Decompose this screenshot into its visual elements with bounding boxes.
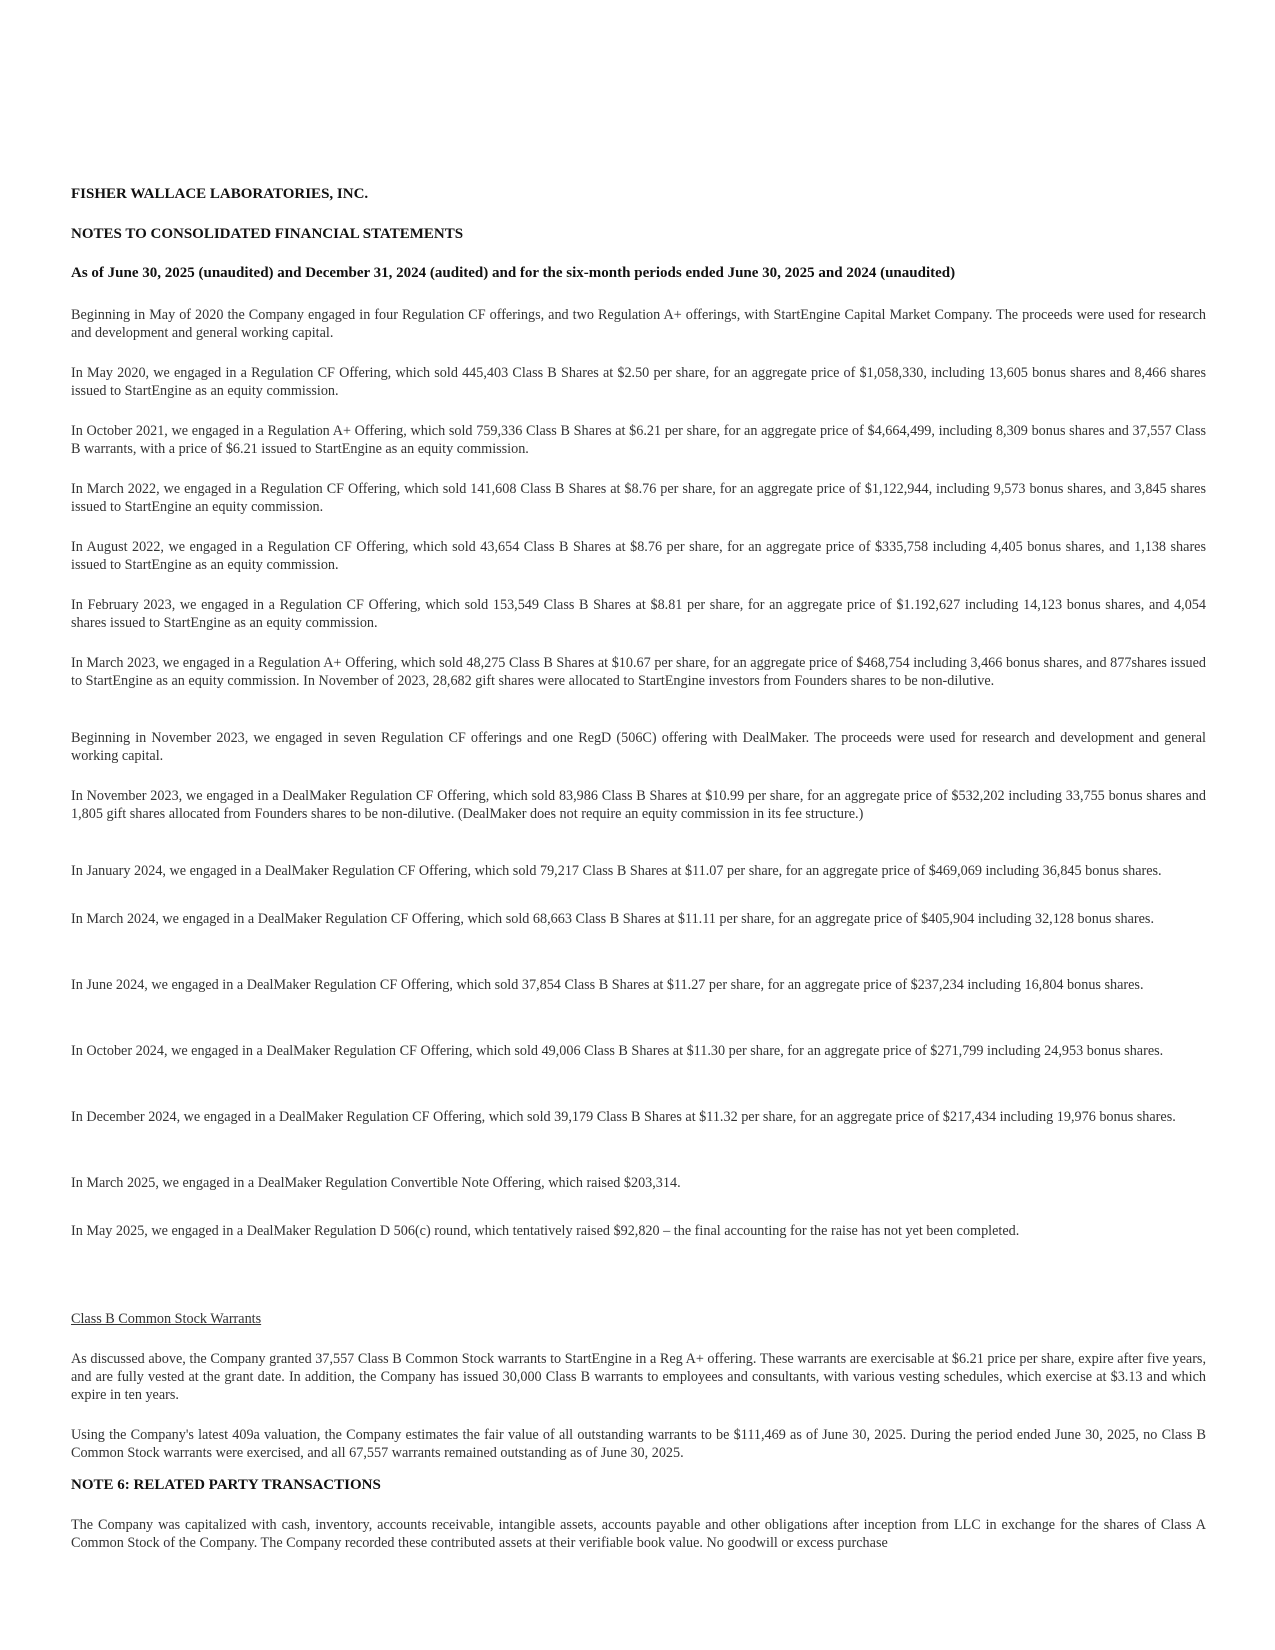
- offering-paragraph: In December 2024, we engaged in a DealMaker Regulation CF Offering, which sold 39,179 Class B Shares at $11.32 per share, for an aggregate price of $217,434 including 19,976 bonus shares.: [71, 1109, 1176, 1125]
- note6-paragraph: The Company was capitalized with cash, inventory, accounts receivable, intangible assets, accounts payable and other obligations after inception from LLC in exchange for the shares of Class A Common Stock of the Company. The Company recorded these contributed assets at their verifiable book value. No goodwill or excess purchase: [71, 1517, 1206, 1551]
- warrants-paragraph: As discussed above, the Company granted 37,557 Class B Common Stock warrants to StartEngine in a Reg A+ offering. These warrants are exercisable at $6.21 price per share, expire after five years, and are fully vested at the grant date. In addition, the Company has issued 30,000 Class B warrants to employees and consultants, with various vesting schedules, which exercise at $3.13 and which expire in ten years.: [71, 1351, 1206, 1403]
- offering-paragraph: In May 2020, we engaged in a Regulation CF Offering, which sold 445,403 Class B Shares at $2.50 per share, for an aggregate price of $1,058,330, including 13,605 bonus shares and 8,466 shares issued to StartEngine as an equity commission.: [71, 365, 1206, 399]
- offering-paragraph: In March 2023, we engaged in a Regulation A+ Offering, which sold 48,275 Class B Shares at $10.67 per share, for an aggregate price of $468,754 including 3,466 bonus shares, and 877shares issued to StartEngine as an equity commission. In November of 2023, 28,682 gift shares were allocated to StartEngine investors from Founders shares to be non-dilutive.: [71, 655, 1206, 689]
- period-heading: As of June 30, 2025 (unaudited) and December 31, 2024 (audited) and for the six-month periods ended June 30, 2025 and 2024 (unaudited): [71, 265, 956, 281]
- offering-paragraph: In June 2024, we engaged in a DealMaker Regulation CF Offering, which sold 37,854 Class B Shares at $11.27 per share, for an aggregate price of $237,234 including 16,804 bonus shares.: [71, 977, 1144, 993]
- offering-paragraph: In March 2024, we engaged in a DealMaker Regulation CF Offering, which sold 68,663 Class B Shares at $11.11 per share, for an aggregate price of $405,904 including 32,128 bonus shares.: [71, 911, 1154, 927]
- offering-paragraph: In March 2025, we engaged in a DealMaker Regulation Convertible Note Offering, which raised $203,314.: [71, 1175, 681, 1191]
- offering-paragraph: In August 2022, we engaged in a Regulation CF Offering, which sold 43,654 Class B Shares at $8.76 per share, for an aggregate price of $335,758 including 4,405 bonus shares, and 1,138 shares issued to StartEngine as an equity commission.: [71, 539, 1206, 573]
- warrants-title: Class B Common Stock Warrants: [71, 1311, 262, 1327]
- note6-title: NOTE 6: RELATED PARTY TRANSACTIONS: [71, 1477, 381, 1493]
- offering-paragraph: In May 2025, we engaged in a DealMaker Regulation D 506(c) round, which tentatively raised $92,820 – the final accounting for the raise has not yet been completed.: [71, 1223, 1020, 1239]
- offering-paragraph: In October 2024, we engaged in a DealMaker Regulation CF Offering, which sold 49,006 Class B Shares at $11.30 per share, for an aggregate price of $271,799 including 24,953 bonus shares.: [71, 1043, 1164, 1059]
- offering-paragraph: In January 2024, we engaged in a DealMaker Regulation CF Offering, which sold 79,217 Class B Shares at $11.07 per share, for an aggregate price of $469,069 including 36,845 bonus shares.: [71, 863, 1162, 879]
- offering-paragraph: In October 2021, we engaged in a Regulation A+ Offering, which sold 759,336 Class B Shares at $6.21 per share, for an aggregate price of $4,664,499, including 8,309 bonus shares and 37,557 Class B warrants, with a price of $6.21 issued to StartEngine as an equity commission.: [71, 423, 1206, 457]
- offering-paragraph: In November 2023, we engaged in a DealMaker Regulation CF Offering, which sold 83,986 Class B Shares at $10.99 per share, for an aggregate price of $532,202 including 33,755 bonus shares and 1,805 gift shares allocated from Founders shares to be non-dilutive. (DealMaker does not require an equity commission in its fee structure.): [71, 788, 1206, 822]
- offering-paragraph: In March 2022, we engaged in a Regulation CF Offering, which sold 141,608 Class B Shares at $8.76 per share, for an aggregate price of $1,122,944, including 9,573 bonus shares, and 3,845 shares issued to StartEngine an equity commission.: [71, 481, 1206, 515]
- offering-paragraph: In February 2023, we engaged in a Regulation CF Offering, which sold 153,549 Class B Shares at $8.81 per share, for an aggregate price of $1.192,627 including 14,123 bonus shares, and 4,054 shares issued to StartEngine as an equity commission.: [71, 597, 1206, 631]
- company-name: FISHER WALLACE LABORATORIES, INC.: [71, 186, 369, 202]
- notes-title: NOTES TO CONSOLIDATED FINANCIAL STATEMENTS: [71, 226, 464, 242]
- intro-paragraph: Beginning in May of 2020 the Company engaged in four Regulation CF offerings, and two Regulation A+ offerings, with StartEngine Capital Market Company. The proceeds were used for research and development and general working capital.: [71, 307, 1206, 341]
- warrants-valuation-paragraph: Using the Company's latest 409a valuation, the Company estimates the fair value of all outstanding warrants to be $111,469 as of June 30, 2025. During the period ended June 30, 2025, no Class B Common Stock warrants were exercised, and all 67,557 warrants remained outstanding as of June 30, 2025.: [71, 1427, 1206, 1461]
- dealmaker-intro-paragraph: Beginning in November 2023, we engaged in seven Regulation CF offerings and one RegD (506C) offering with DealMaker. The proceeds were used for research and development and general working capital.: [71, 730, 1206, 764]
